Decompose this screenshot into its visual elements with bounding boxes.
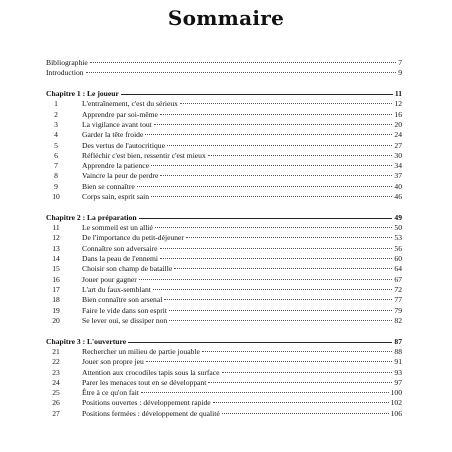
entry-number: 13	[52, 243, 60, 253]
entry-number: 17	[52, 284, 60, 294]
toc-entry	[46, 285, 402, 295]
toc-entry	[46, 151, 402, 161]
entry-page-number: 20	[394, 119, 402, 129]
entry-page-number: 50	[394, 223, 402, 233]
entry-label: Bien connaître son arsenal	[82, 295, 163, 305]
entry-page-number: 106	[390, 408, 402, 418]
entry-label: Apprendre par soi-même	[82, 109, 158, 119]
entry-page-number: 79	[394, 305, 402, 315]
entry-page-number: 30	[394, 150, 402, 160]
dot-leader	[208, 155, 393, 156]
entry-page-number: 102	[390, 398, 402, 408]
chapters-list	[46, 79, 402, 419]
entry-label: De l'importance du petit-déjeuner	[82, 233, 184, 243]
entry-number: 14	[52, 254, 60, 264]
chapter-heading	[46, 213, 402, 223]
dot-leader	[160, 248, 393, 249]
entry-page-number: 53	[394, 233, 402, 243]
entry-number: 20	[52, 315, 60, 325]
entry-page-number: 27	[394, 140, 402, 150]
dot-leader	[86, 72, 397, 73]
dot-leader	[139, 279, 393, 280]
dot-leader	[186, 237, 392, 238]
dot-leader	[128, 342, 392, 343]
entry-number: 22	[52, 357, 60, 367]
entry-page-number: 7	[398, 58, 402, 67]
entry-number: 21	[52, 346, 60, 356]
dot-leader	[141, 392, 389, 393]
entry-label: Positions ouvertes : développement rapide	[82, 398, 211, 408]
entry-page-number: 12	[394, 99, 402, 109]
entry-page-number: 11	[394, 89, 402, 99]
toc-entry	[46, 99, 402, 109]
toc-entry	[46, 182, 402, 192]
dot-leader	[222, 372, 393, 373]
entry-number: 26	[52, 398, 60, 408]
dot-leader	[160, 175, 392, 176]
entry-page-number: 77	[394, 295, 402, 305]
entry-label: Corps sain, esprit sain	[82, 192, 150, 202]
entry-number: 1	[54, 99, 58, 109]
entry-page-number: 88	[394, 346, 402, 356]
entry-label: Positions fermées : développement de qualité	[82, 408, 220, 418]
toc-entry	[46, 409, 402, 419]
dot-leader	[160, 114, 392, 115]
entry-number: 3	[54, 119, 58, 129]
dot-leader	[151, 165, 392, 166]
toc-entry	[46, 110, 402, 120]
entry-number: 19	[52, 305, 60, 315]
dot-leader	[174, 268, 392, 269]
entry-number: 6	[54, 150, 58, 160]
entry-label: Parer les menaces tout en se développant	[82, 377, 207, 387]
entry-label: Jouer son propre jeu	[82, 357, 144, 367]
entry-number: 23	[52, 367, 60, 377]
dot-leader	[146, 361, 393, 362]
dot-leader	[213, 402, 389, 403]
dot-leader	[137, 186, 393, 187]
entry-number: 16	[52, 274, 60, 284]
toc-entry	[46, 347, 402, 357]
toc-entry	[46, 254, 402, 264]
entry-label: Chapitre 3 : L'ouverture	[46, 336, 127, 346]
entry-label: L'entraînement, c'est du sérieux	[82, 99, 178, 109]
entry-label: Bien se connaître	[82, 181, 135, 191]
dot-leader	[154, 124, 393, 125]
toc-entry	[46, 192, 402, 202]
page-title: Sommaire	[167, 6, 285, 30]
entry-label: Réfléchir c'est bien, ressentir c'est mieux	[82, 150, 206, 160]
toc-entry	[46, 295, 402, 305]
toc-entry	[46, 130, 402, 140]
entry-number: 4	[54, 130, 58, 140]
toc-entry	[46, 264, 402, 274]
dot-leader	[145, 134, 392, 135]
entry-number: 8	[54, 171, 58, 181]
entry-page-number: 67	[394, 274, 402, 284]
entry-label: Bibliographie	[46, 58, 88, 67]
toc-entry	[46, 161, 402, 171]
chapter-heading	[46, 89, 402, 99]
entry-page-number: 46	[394, 192, 402, 202]
entry-page-number: 91	[394, 357, 402, 367]
entry-page-number: 82	[394, 315, 402, 325]
entry-label: Choisir son champ de bataille	[82, 264, 173, 274]
entry-page-number: 100	[390, 388, 402, 398]
entry-page-number: 60	[394, 254, 402, 264]
dot-leader	[180, 103, 392, 104]
dot-leader	[160, 258, 392, 259]
toc-entry	[46, 388, 402, 398]
entry-page-number: 37	[394, 171, 402, 181]
dot-leader	[202, 351, 393, 352]
section-gap	[46, 326, 402, 337]
front-entry	[46, 68, 402, 78]
entry-page-number: 93	[394, 367, 402, 377]
entry-number: 2	[54, 109, 58, 119]
dot-leader	[139, 218, 393, 219]
entry-page-number: 9	[398, 68, 402, 78]
entry-number: 18	[52, 295, 60, 305]
toc-entry	[46, 171, 402, 181]
dot-leader	[222, 413, 389, 414]
toc-entry	[46, 378, 402, 388]
entry-number: 27	[52, 408, 60, 418]
entry-label: Garder la tête froide	[82, 130, 144, 140]
entry-number: 10	[52, 192, 60, 202]
toc-entry	[46, 275, 402, 285]
toc-entry	[46, 120, 402, 130]
entry-page-number: 24	[394, 130, 402, 140]
entry-label: Introduction	[46, 68, 84, 78]
toc-entry	[46, 398, 402, 408]
entry-number: 12	[52, 233, 60, 243]
entry-page-number: 40	[394, 181, 402, 191]
entry-label: Dans la peau de l'ennemi	[82, 254, 159, 264]
front-matter	[46, 58, 402, 79]
entry-label: Connaître son adversaire	[82, 243, 158, 253]
dot-leader	[155, 227, 393, 228]
entry-number: 11	[52, 223, 60, 233]
dot-leader	[169, 320, 392, 321]
dot-leader	[164, 299, 392, 300]
dot-leader	[208, 382, 392, 383]
section-gap	[46, 202, 402, 213]
toc-entry	[46, 223, 402, 233]
toc-entry	[46, 141, 402, 151]
entry-label: Rechercher un milieu de partie jouable	[82, 346, 200, 356]
entry-number: 15	[52, 264, 60, 274]
entry-page-number: 16	[394, 109, 402, 119]
entry-label: Des vertus de l'autocritique	[82, 140, 165, 150]
entry-label: Jouer pour gagner	[82, 274, 137, 284]
section-gap	[46, 79, 402, 90]
dot-leader	[90, 62, 396, 63]
chapter-heading	[46, 337, 402, 347]
entry-page-number: 64	[394, 264, 402, 274]
entry-label: Vaincre la peur de perdre	[82, 171, 159, 181]
dot-leader	[121, 94, 393, 95]
entry-label: Faire le vide dans son esprit	[82, 305, 167, 315]
entry-label: Être à ce qu'on fait	[82, 388, 140, 398]
entry-page-number: 87	[394, 336, 402, 346]
front-entry	[46, 58, 402, 68]
entry-number: 25	[52, 388, 60, 398]
toc-entry	[46, 306, 402, 316]
entry-number: 9	[54, 181, 58, 191]
toc-entry	[46, 357, 402, 367]
table-of-contents	[46, 58, 402, 419]
entry-label: L'art du faux-semblant	[82, 284, 151, 294]
entry-label: Se lever oui, se dissiper non	[82, 315, 168, 325]
dot-leader	[169, 310, 392, 311]
entry-page-number: 34	[394, 161, 402, 171]
dot-leader	[153, 289, 393, 290]
toc-entry	[46, 233, 402, 243]
toc-entry	[46, 316, 402, 326]
dot-leader	[167, 145, 392, 146]
entry-label: Attention aux crocodiles tapis sous la surface	[82, 367, 220, 377]
toc-entry	[46, 244, 402, 254]
entry-page-number: 72	[394, 284, 402, 294]
entry-label: Chapitre 2 : La préparation	[46, 212, 137, 222]
entry-page-number: 49	[394, 212, 402, 222]
dot-leader	[151, 196, 392, 197]
entry-label: La vigilance avant tout	[82, 119, 152, 129]
entry-number: 5	[54, 140, 58, 150]
entry-label: Chapitre 1 : Le joueur	[46, 89, 119, 99]
toc-entry	[46, 368, 402, 378]
entry-page-number: 97	[394, 377, 402, 387]
entry-number: 24	[52, 377, 60, 387]
entry-label: Le sommeil est un allié	[82, 223, 153, 233]
entry-page-number: 56	[394, 243, 402, 253]
entry-label: Apprendre la patience	[82, 161, 150, 171]
entry-number: 7	[54, 161, 58, 171]
